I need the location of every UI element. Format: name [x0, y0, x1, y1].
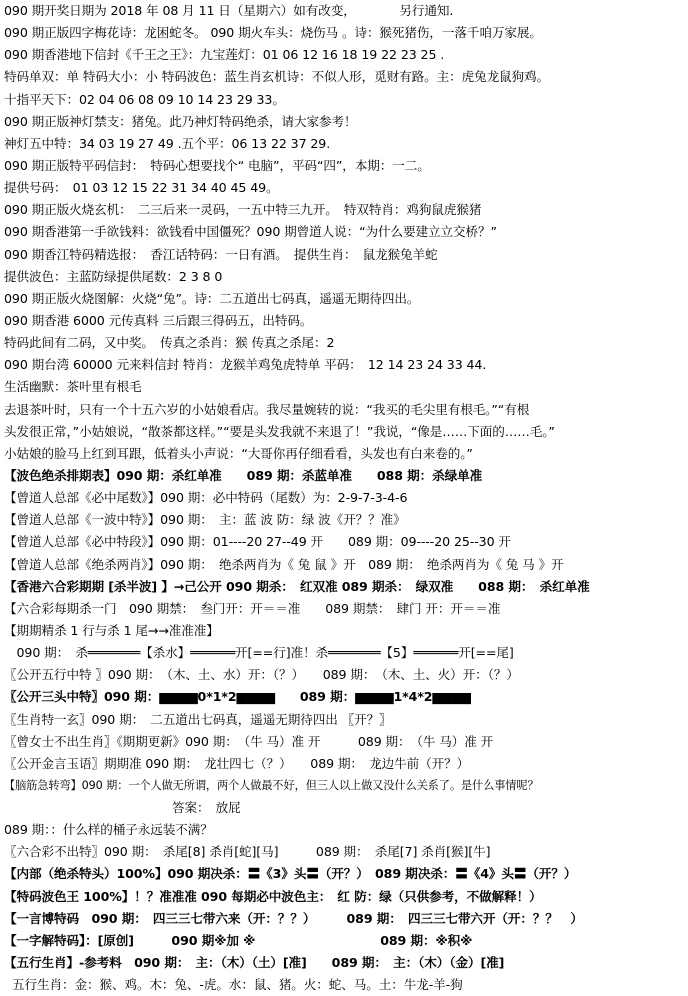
no-special-tail-line: 〖六合彩不出特〗090 期： 杀尾[8] 杀肖[蛇][马] 089 期： 杀尾[7] 杀肖[猴][牛]: [4, 844, 491, 860]
magic-lamp-five-line: 神灯五中特：34 03 19 27 49 .五个平：06 13 22 37 29.: [4, 135, 331, 151]
kill-one-row-title-line: 【期期精杀 1 行与杀 1 尾→→准准准】: [4, 622, 219, 638]
humor-title-line: 生活幽默：茶叶里有根毛: [4, 379, 142, 395]
wave-king-line: 【特码波色王 100%】！？准准准 090 每期必中波色主： 红 防：绿（只供参考，不做解释！）: [4, 888, 542, 904]
humor-text-line-1: 去退茶叶时，只有一个十五六岁的小姑娘看店。我尽量婉转的说：“我买的毛尖里有根毛。”“有根: [4, 401, 530, 417]
internal-kill-head-line: 【内部（绝杀特头）100%】090 期决杀：〓《3》头〓（开？） 089 期决杀：〓《4》头〓（开？）: [4, 866, 577, 882]
fire-diagram-line: 090 期正版火烧图解：火烧“兔”。诗：二五道出七码真，遥遥无期待四出。: [4, 290, 420, 306]
kill-one-gate-line: 【六合彩每期杀一门 090 期禁： 叁门开：开＝＝准 089 期禁： 肆门 开：开＝＝准: [4, 600, 501, 616]
fire-mystery-line: 090 期正版火烧玄机： 二三后来一灵码，一五中特三九开。 特双特肖：鸡狗鼠虎猴猪: [4, 202, 482, 218]
zeng-one-wave-line: 【曾道人总部《一波中特》】090 期： 主：蓝 波 防：绿 波《开？？准》: [4, 512, 406, 528]
ms-zeng-no-zodiac-line: 〖曾女士不出生肖〗《期期更新》090 期： （牛 马）准 开 089 期： （牛 马）准 开: [4, 733, 494, 749]
five-elements-special-line: 〖公开五行中特 〗090 期： （木、土、水）开：（？） 089 期： （木、土、火）开：（？）: [4, 667, 519, 683]
provided-wave-color-line: 提供波色：主蓝防绿提供尾数：2 3 8 0: [4, 268, 223, 284]
zeng-tail-numbers-line: 【曾道人总部《必中尾数》】090 期：必中特码（尾数）为：2-9-7-3-4-6: [4, 490, 408, 506]
zeng-special-range-line: 【曾道人总部《必中特段》】090 期：01----20 27--49 开 089 期：09----20 25--30 开: [4, 534, 511, 550]
hk-first-hand-line: 090 期香港第一手欲钱料：欲钱看中国僵死？090 期曾道人说：“为什么要建立立交桥？”: [4, 224, 497, 240]
five-elements-list-line: 五行生肖：金：猴、鸡。木：兔、-虎。水：鼠、猪。火：蛇、马。土：牛龙-羊-狗: [12, 977, 463, 993]
fax-kill-line: 特码此间有二码，又中奖。 传真之杀肖：猴 传真之杀尾：2: [4, 335, 335, 351]
provided-numbers-line: 提供号码： 01 03 12 15 22 31 34 40 45 49。: [4, 180, 279, 196]
magic-lamp-ban-line: 090 期正版神灯禁支：猪兔。此乃神灯特码绝杀，请大家参考！: [4, 113, 357, 129]
riddle-question-line: 【脑筋急转弯】090 期：一个人做无所谓，两个人做最不好，但三人以上做又没什么关系了。是什么事情呢？: [4, 778, 539, 792]
golden-words-line: 〖公开金言玉语〗期期准 090 期： 龙壮四七（？） 089 期： 龙边牛前（开？）: [4, 755, 470, 771]
three-heads-special-line: 〖公开三头中特〗090 期：▆▆▆▆0*1*2▆▆▆▆ 089 期：▆▆▆▆1*4*2▆▆▆▆: [4, 689, 471, 705]
hk-envelope-line: 090 期香港地下信封《千王之王》：九宝莲灯：01 06 12 16 18 19 22 23 25 .: [4, 47, 445, 63]
humor-text-line-3: 小姑娘的脸马上红到耳跟，低着头小声说：“大哥你再仔细看看，头发也有白来卷的。”: [4, 445, 473, 461]
special-code-attributes-line: 特码单双：单 特码大小：小 特码波色：蓝生肖玄机诗：不似人形，觅财有路。主：虎兔龙鼠狗鸡。: [4, 69, 550, 85]
kill-water-tail-line: 090 期： 杀═══════【杀水】══════开[==行]准！杀═══════【5】══════开[==尾]: [4, 645, 514, 661]
five-elements-zodiac-line: 【五行生肖】-参考料 090 期： 主：（木）（土）[准] 089 期： 主：（木）（金）[准]: [4, 955, 505, 971]
taiwan-envelope-line: 090 期台湾 60000 元来料信封 特肖：龙猴羊鸡兔虎特单 平码： 12 14 23 24 33 44.: [4, 357, 487, 373]
one-word-bet-line: 【一言博特码 090 期： 四三三七带六来（开：？？） 089 期： 四三三七带六开（开：？？ ）: [4, 910, 583, 926]
hk-half-wave-line: 【香港六合彩期期 [杀半波] 】→己公开 090 期杀： 红双准 089 期杀： 绿双准 088 期： 杀红单准: [4, 578, 590, 594]
special-flat-envelope-line: 090 期正版特平码信封： 特码心想要找个“ 电脑”，平码“四”，本期：一二。: [4, 157, 430, 173]
plum-poem-line: 090 期正版四字梅花诗：龙困蛇冬。 090 期火车头：烧伤马 。诗：猴死猪伤，一落千咱万家展。: [4, 25, 542, 41]
hk-fax-line: 090 期香港 6000 元传真料 三后跟三得码五，出特码。: [4, 312, 313, 328]
ten-fingers-line: 十指平天下：02 04 06 08 09 10 14 23 29 33。: [4, 91, 285, 107]
riddle-089-line: 089 期：：什么样的桶子永远装不满？: [4, 822, 213, 838]
one-char-special-line: 【一字解特码】：[原创] 090 期※加 ※ 089 期：※积※: [4, 932, 473, 948]
wave-kill-schedule-line: 【波色绝杀排期表】090 期：杀红单准 089 期：杀蓝单准 088 期：杀绿单准: [4, 467, 483, 483]
xiangjiang-report-line: 090 期香江特码精选报： 香江话特码：一日有酒。 提供生肖： 鼠龙猴兔羊蛇: [4, 246, 438, 262]
draw-date-line: 090 期开奖日期为 2018 年 08 月 11 日（星期六）如有改变， 另行通知.: [4, 3, 454, 18]
riddle-answer-line: 答案： 放屁: [172, 800, 241, 816]
humor-text-line-2: 头发很正常，”小姑娘说，“散茶都这样。”“要是头发我就不来退了！”我说，“像是……下面的……毛。”: [4, 423, 555, 439]
zeng-kill-two-zodiac-line: 【曾道人总部《绝杀两肖》】090 期： 绝杀两肖为《 兔 鼠 》开 089 期： 绝杀两肖为《 兔 马 》开: [4, 556, 564, 572]
zodiac-mystery-line: 〖生肖特一玄〗090 期： 二五道出七码真，遥遥无期待四出 〖开？〗: [4, 711, 392, 727]
